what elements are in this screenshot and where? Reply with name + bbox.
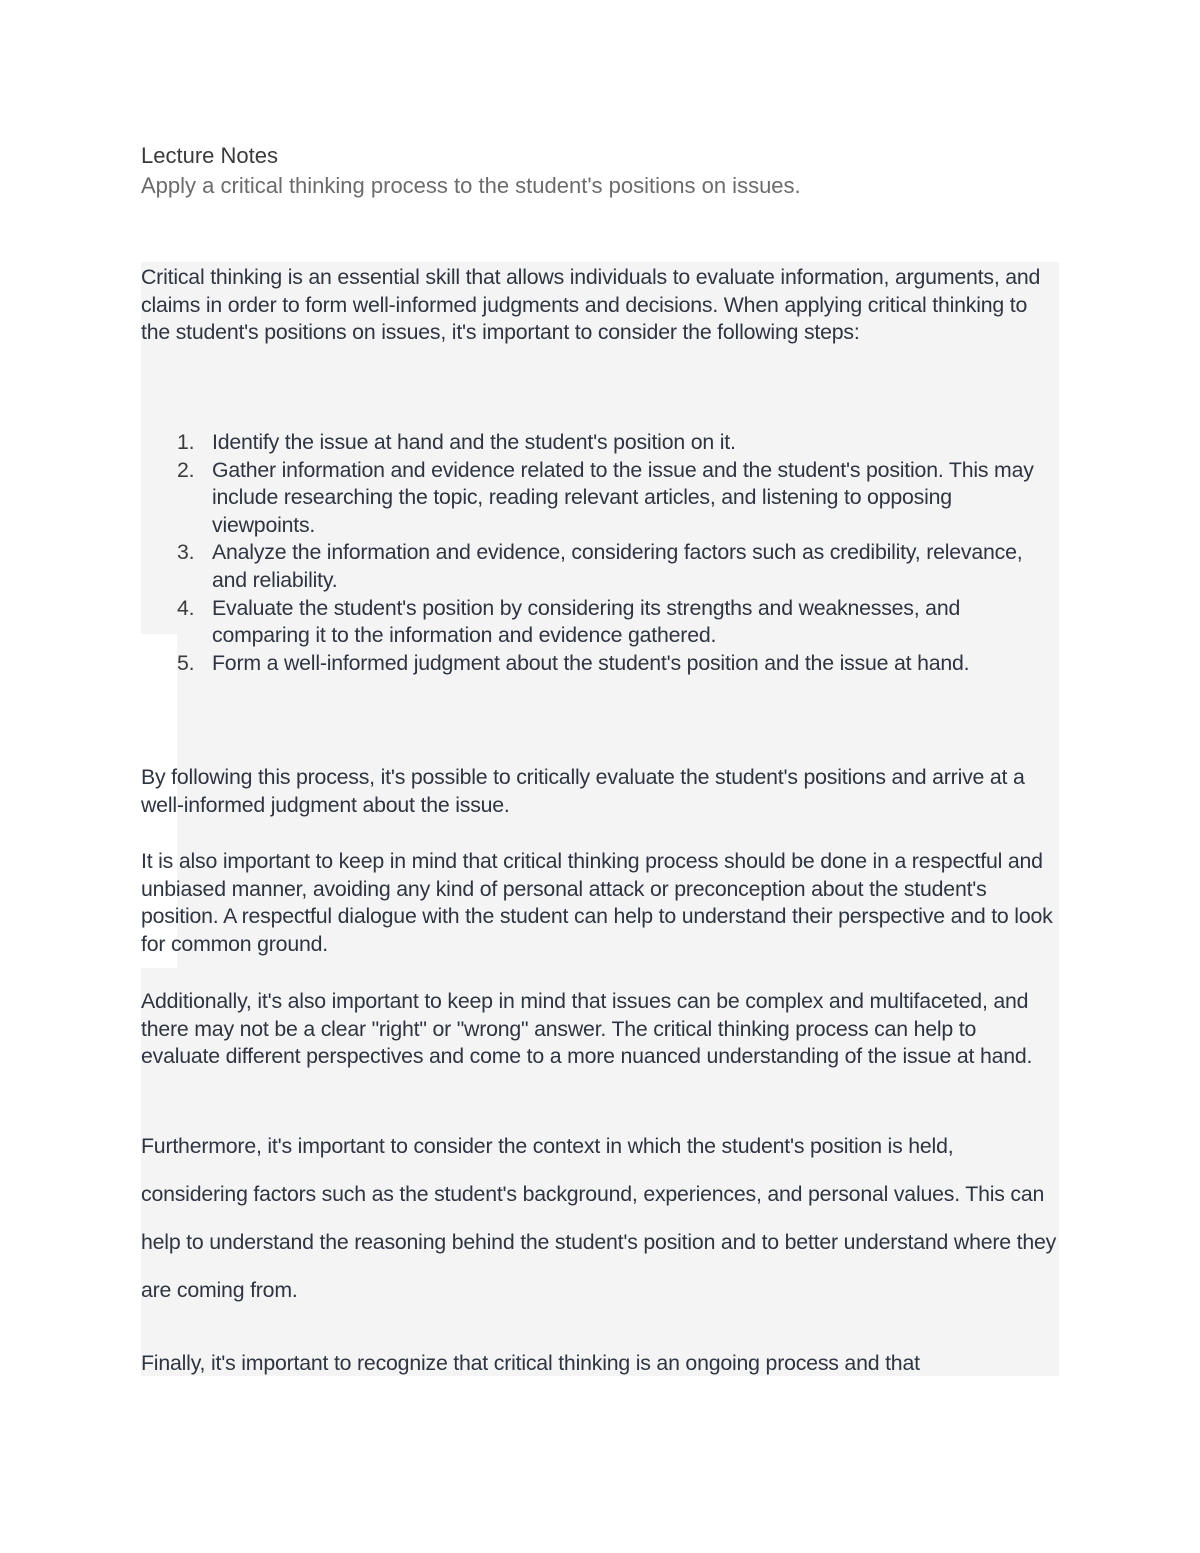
paragraph-ongoing-process: Finally, it's important to recognize that critical thinking is an ongoing process and that: [141, 1351, 920, 1375]
list-item-number: 4.: [177, 595, 195, 620]
content-block: [141, 262, 1059, 1376]
paragraph-process-summary: By following this process, it's possible to critically evaluate the student's positions and arrive at a well-informed judgment about the issue.: [141, 765, 1025, 817]
intro-paragraph: Critical thinking is an essential skill that allows individuals to evaluate information, arguments, and claims in order to form well-informed judgments and decisions. When applying critical thinking to the student's positions on issues, it's important to consider the following steps:: [141, 265, 1041, 345]
list-item-text: Analyze the information and evidence, considering factors such as credibility, relevance, and reliability.: [212, 540, 1023, 592]
list-item: [177, 595, 1059, 650]
paragraph-context: Furthermore, it's important to consider the context in which the student's position is held, considering factors such as the student's background, experiences, and personal values. This can help to understand the reasoning behind the student's position and to better understand where they are coming from.: [141, 1134, 1057, 1302]
page-subtitle: Apply a critical thinking process to the student's positions on issues.: [141, 173, 801, 198]
paragraph-respectful-manner: It is also important to keep in mind that critical thinking process should be done in a respectful and unbiased manner, avoiding any kind of personal attack or preconception about the student's position. A respectful dialogue with the student can help to understand their perspective and to look for common ground.: [141, 849, 1053, 956]
list-item-text: Evaluate the student's position by considering its strengths and weaknesses, and comparing it to the information and evidence gathered.: [212, 595, 961, 648]
list-item-number: 3.: [177, 540, 195, 565]
list-item-text: Gather information and evidence related to the issue and the student's position. This may include researching the topic, reading relevant articles, and listening to opposing viewpoints.: [212, 457, 1034, 537]
paragraph-complex-issues: Additionally, it's also important to keep in mind that issues can be complex and multifaceted, and there may not be a clear "right" or "wrong" answer. The critical thinking process can help to evaluate different perspectives and come to a more nuanced understanding of the issue at hand.: [141, 989, 1033, 1069]
steps-list: [177, 429, 1059, 677]
page-header: [141, 142, 1061, 202]
list-item-text: Identify the issue at hand and the student's position on it.: [212, 430, 736, 454]
list-item: [177, 539, 1059, 594]
list-item: [177, 650, 1059, 678]
list-item-text: Form a well-informed judgment about the student's position and the issue at hand.: [212, 650, 970, 675]
list-item-number: 2.: [177, 457, 195, 482]
list-item-number: 1.: [177, 430, 195, 454]
list-item-number: 5.: [177, 650, 195, 675]
page-title: Lecture Notes: [141, 143, 278, 168]
list-item: [177, 457, 1059, 540]
list-item: [177, 429, 1059, 457]
